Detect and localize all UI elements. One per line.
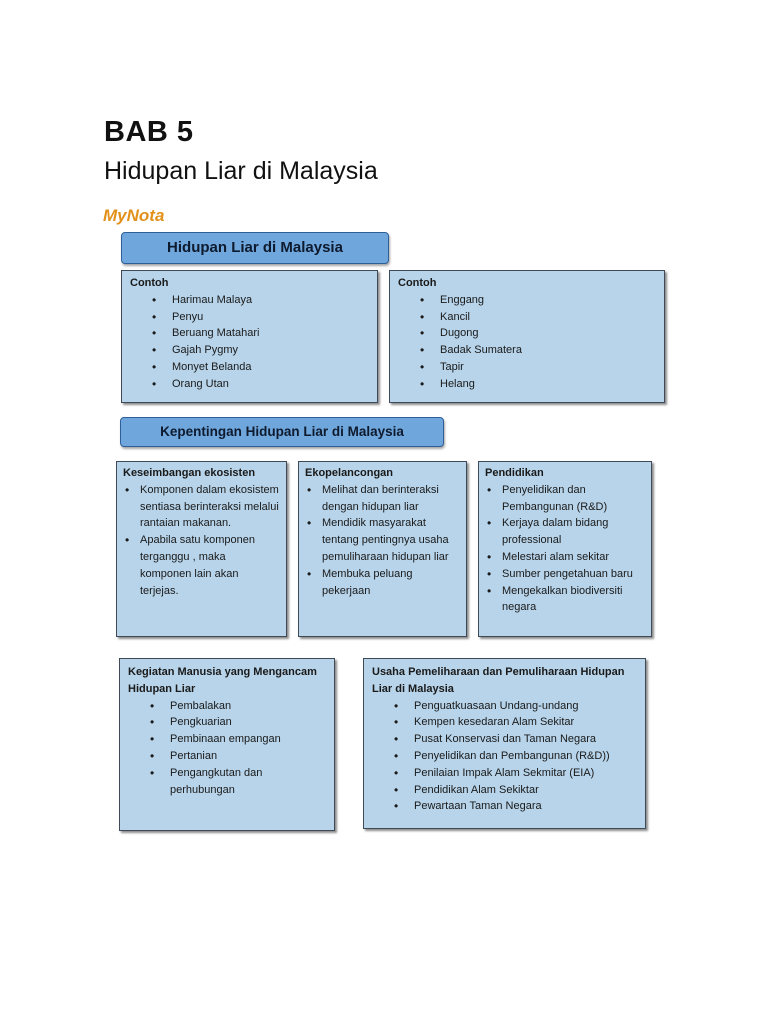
banner-kepentingan [120, 417, 444, 447]
list-item: • Penyu [130, 309, 369, 326]
contoh-box-left [121, 270, 378, 403]
list-item: • Kerjaya dalam bidang professional [485, 515, 645, 549]
keseimbangan-list [123, 482, 280, 600]
list-item: • Monyet Belanda [130, 359, 369, 376]
contoh-right-heading: Contoh [398, 277, 437, 289]
list-item: • Mendidik masyarakat tentang pentingnya usaha pemuliharaan hidupan liar [305, 515, 460, 565]
usaha-heading: Usaha Pemeliharaan dan Pemuliharaan Hidupan Liar di Malaysia [372, 666, 625, 695]
list-item: • Enggang [398, 292, 656, 309]
kegiatan-box [119, 658, 335, 831]
ekopelancongan-box [298, 461, 467, 637]
ekopelancongan-list [305, 482, 460, 600]
contoh-box-right [389, 270, 665, 403]
list-item: • Penyelidikan dan Pembangunan (R&D) [485, 482, 645, 516]
list-item: • Pendidikan Alam Sekiktar [372, 782, 637, 799]
mynota-label: MyNota [103, 206, 165, 225]
list-item: • Kempen kesedaran Alam Sekitar [372, 714, 637, 731]
contoh-right-list [398, 292, 656, 393]
usaha-list [372, 698, 637, 816]
keseimbangan-box [116, 461, 287, 637]
banner-hidupan-liar [121, 232, 389, 264]
usaha-box [363, 658, 646, 829]
ekopelancongan-heading: Ekopelancongan [305, 467, 394, 479]
list-item: • Tapir [398, 359, 656, 376]
list-item: • Mengekalkan biodiversiti negara [485, 583, 645, 617]
list-item: • Helang [398, 376, 656, 393]
list-item: • Pengkuarian [128, 714, 326, 731]
list-item: • Pewartaan Taman Negara [372, 798, 637, 815]
contoh-left-heading: Contoh [130, 277, 169, 289]
list-item: • Apabila satu komponen terganggu , maka komponen lain akan terjejas. [123, 532, 280, 599]
list-item: • Sumber pengetahuan baru [485, 566, 645, 583]
banner-kepentingan-label: Kepentingan Hidupan Liar di Malaysia [160, 424, 404, 439]
page-title: Hidupan Liar di Malaysia [104, 157, 378, 185]
kegiatan-heading: Kegiatan Manusia yang Mengancam Hidupan Liar [128, 666, 317, 695]
list-item: • Pusat Konservasi dan Taman Negara [372, 731, 637, 748]
contoh-left-list [130, 292, 369, 393]
list-item: • Beruang Matahari [130, 325, 369, 342]
list-item: • Pembinaan empangan [128, 731, 326, 748]
list-item: • Orang Utan [130, 376, 369, 393]
list-item: • Penyelidikan dan Pembangunan (R&D)) [372, 748, 637, 765]
list-item: • Komponen dalam ekosistem sentiasa berinteraksi melalui rantaian makanan. [123, 482, 280, 532]
pendidikan-list [485, 482, 645, 616]
pendidikan-heading: Pendidikan [485, 467, 544, 479]
list-item: • Membuka peluang pekerjaan [305, 566, 460, 600]
banner-hidupan-liar-label: Hidupan Liar di Malaysia [167, 239, 343, 256]
list-item: • Badak Sumatera [398, 342, 656, 359]
keseimbangan-heading: Keseimbangan ekosisten [123, 467, 256, 479]
pendidikan-box [478, 461, 652, 637]
list-item: • Penguatkuasaan Undang-undang [372, 698, 637, 715]
list-item: • Gajah Pygmy [130, 342, 369, 359]
list-item: • Melihat dan berinteraksi dengan hidupan liar [305, 482, 460, 516]
kegiatan-list [128, 698, 326, 799]
list-item: • Melestari alam sekitar [485, 549, 645, 566]
chapter-heading: BAB 5 [104, 116, 194, 148]
list-item: • Pengangkutan dan perhubungan [128, 765, 326, 799]
list-item: • Pembalakan [128, 698, 326, 715]
list-item: • Pertanian [128, 748, 326, 765]
list-item: • Dugong [398, 325, 656, 342]
list-item: • Kancil [398, 309, 656, 326]
list-item: • Penilaian Impak Alam Sekmitar (EIA) [372, 765, 637, 782]
list-item: • Harimau Malaya [130, 292, 369, 309]
